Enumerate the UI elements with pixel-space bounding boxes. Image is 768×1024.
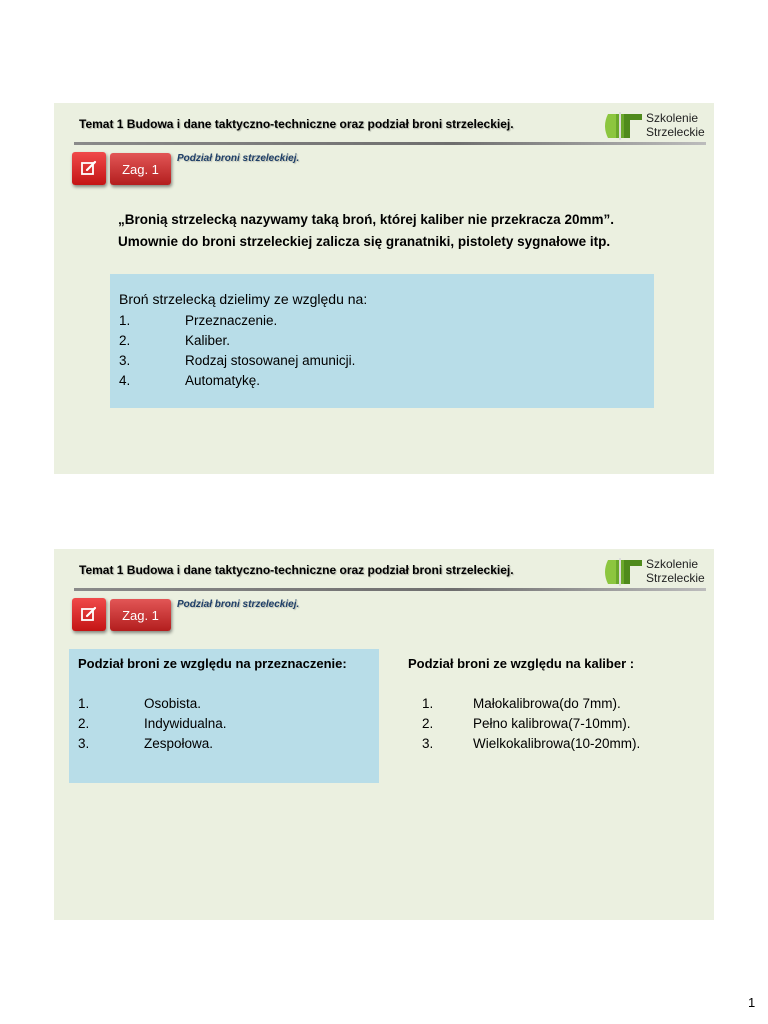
item-number: 1. (78, 696, 90, 711)
quote-line-1: „Bronią strzelecką nazywamy taką broń, której kaliber nie przekracza 20mm”. (118, 212, 614, 227)
list-item (119, 331, 355, 351)
item-text: Wielkokalibrowa(10-20mm). (473, 736, 641, 751)
list-item (422, 734, 640, 754)
item-text: Automatykę. (185, 373, 261, 388)
logo-line-1: Szkolenie (646, 557, 699, 571)
item-number: 2. (422, 716, 434, 731)
list-item (422, 714, 640, 734)
zag-button[interactable]: Zag. 1 (110, 153, 171, 185)
logo-line-2: Strzeleckie (646, 125, 705, 139)
logo-line-2: Strzeleckie (646, 571, 705, 585)
item-text: Rodzaj stosowanej amunicji. (185, 353, 356, 368)
list-item (422, 694, 640, 714)
caliber-heading: Podział broni ze względu na kaliber : (408, 656, 635, 671)
item-number: 2. (78, 716, 90, 731)
logo-line-1: Szkolenie (646, 111, 699, 125)
division-heading: Broń strzelecką dzielimy ze względu na: (119, 291, 368, 307)
division-box (110, 274, 654, 408)
target-logo-icon (602, 110, 644, 142)
zag-button[interactable]: Zag. 1 (110, 599, 171, 631)
slide-title: Temat 1 Budowa i dane taktyczno-techniczne oraz podział broni strzeleckiej. (79, 117, 514, 131)
purpose-list (78, 694, 227, 754)
list-item (119, 311, 355, 331)
item-text: Pełno kalibrowa(7-10mm). (473, 716, 631, 731)
division-list (119, 311, 355, 391)
item-number: 2. (119, 333, 131, 348)
list-item (78, 714, 227, 734)
list-item (78, 694, 227, 714)
item-number: 3. (78, 736, 90, 751)
caliber-list (422, 694, 640, 754)
item-number: 1. (422, 696, 434, 711)
edit-icon (81, 160, 97, 176)
list-item (119, 371, 355, 391)
purpose-box (69, 649, 379, 783)
logo (602, 554, 714, 594)
quote-line-2: Umownie do broni strzeleckiej zalicza się granatniki, pistolety sygnałowe itp. (118, 234, 611, 249)
item-text: Osobista. (144, 696, 202, 711)
section-subtitle: Podział broni strzeleckiej. (177, 153, 300, 164)
edit-icon (81, 606, 97, 622)
logo (602, 108, 714, 148)
definition-quote (118, 209, 614, 253)
slide-title: Temat 1 Budowa i dane taktyczno-techniczne oraz podział broni strzeleckiej. (79, 563, 514, 577)
item-text: Małokalibrowa(do 7mm). (473, 696, 621, 711)
item-text: Zespołowa. (144, 736, 214, 751)
purpose-heading: Podział broni ze względu na przeznaczenie: (78, 656, 347, 671)
item-text: Indywidualna. (144, 716, 227, 731)
item-number: 4. (119, 373, 131, 388)
page-number: 1 (748, 995, 756, 1010)
item-number: 3. (119, 353, 131, 368)
edit-button[interactable] (72, 152, 106, 185)
logo-text (646, 111, 705, 139)
item-text: Kaliber. (185, 333, 231, 348)
section-subtitle: Podział broni strzeleckiej. (177, 599, 300, 610)
edit-button[interactable] (72, 598, 106, 631)
slide-2 (54, 549, 714, 920)
list-item (119, 351, 355, 371)
slide-1 (54, 103, 714, 474)
list-item (78, 734, 227, 754)
item-number: 3. (422, 736, 434, 751)
logo-text (646, 557, 705, 585)
item-number: 1. (119, 313, 131, 328)
target-logo-icon (602, 556, 644, 588)
item-text: Przeznaczenie. (185, 313, 278, 328)
